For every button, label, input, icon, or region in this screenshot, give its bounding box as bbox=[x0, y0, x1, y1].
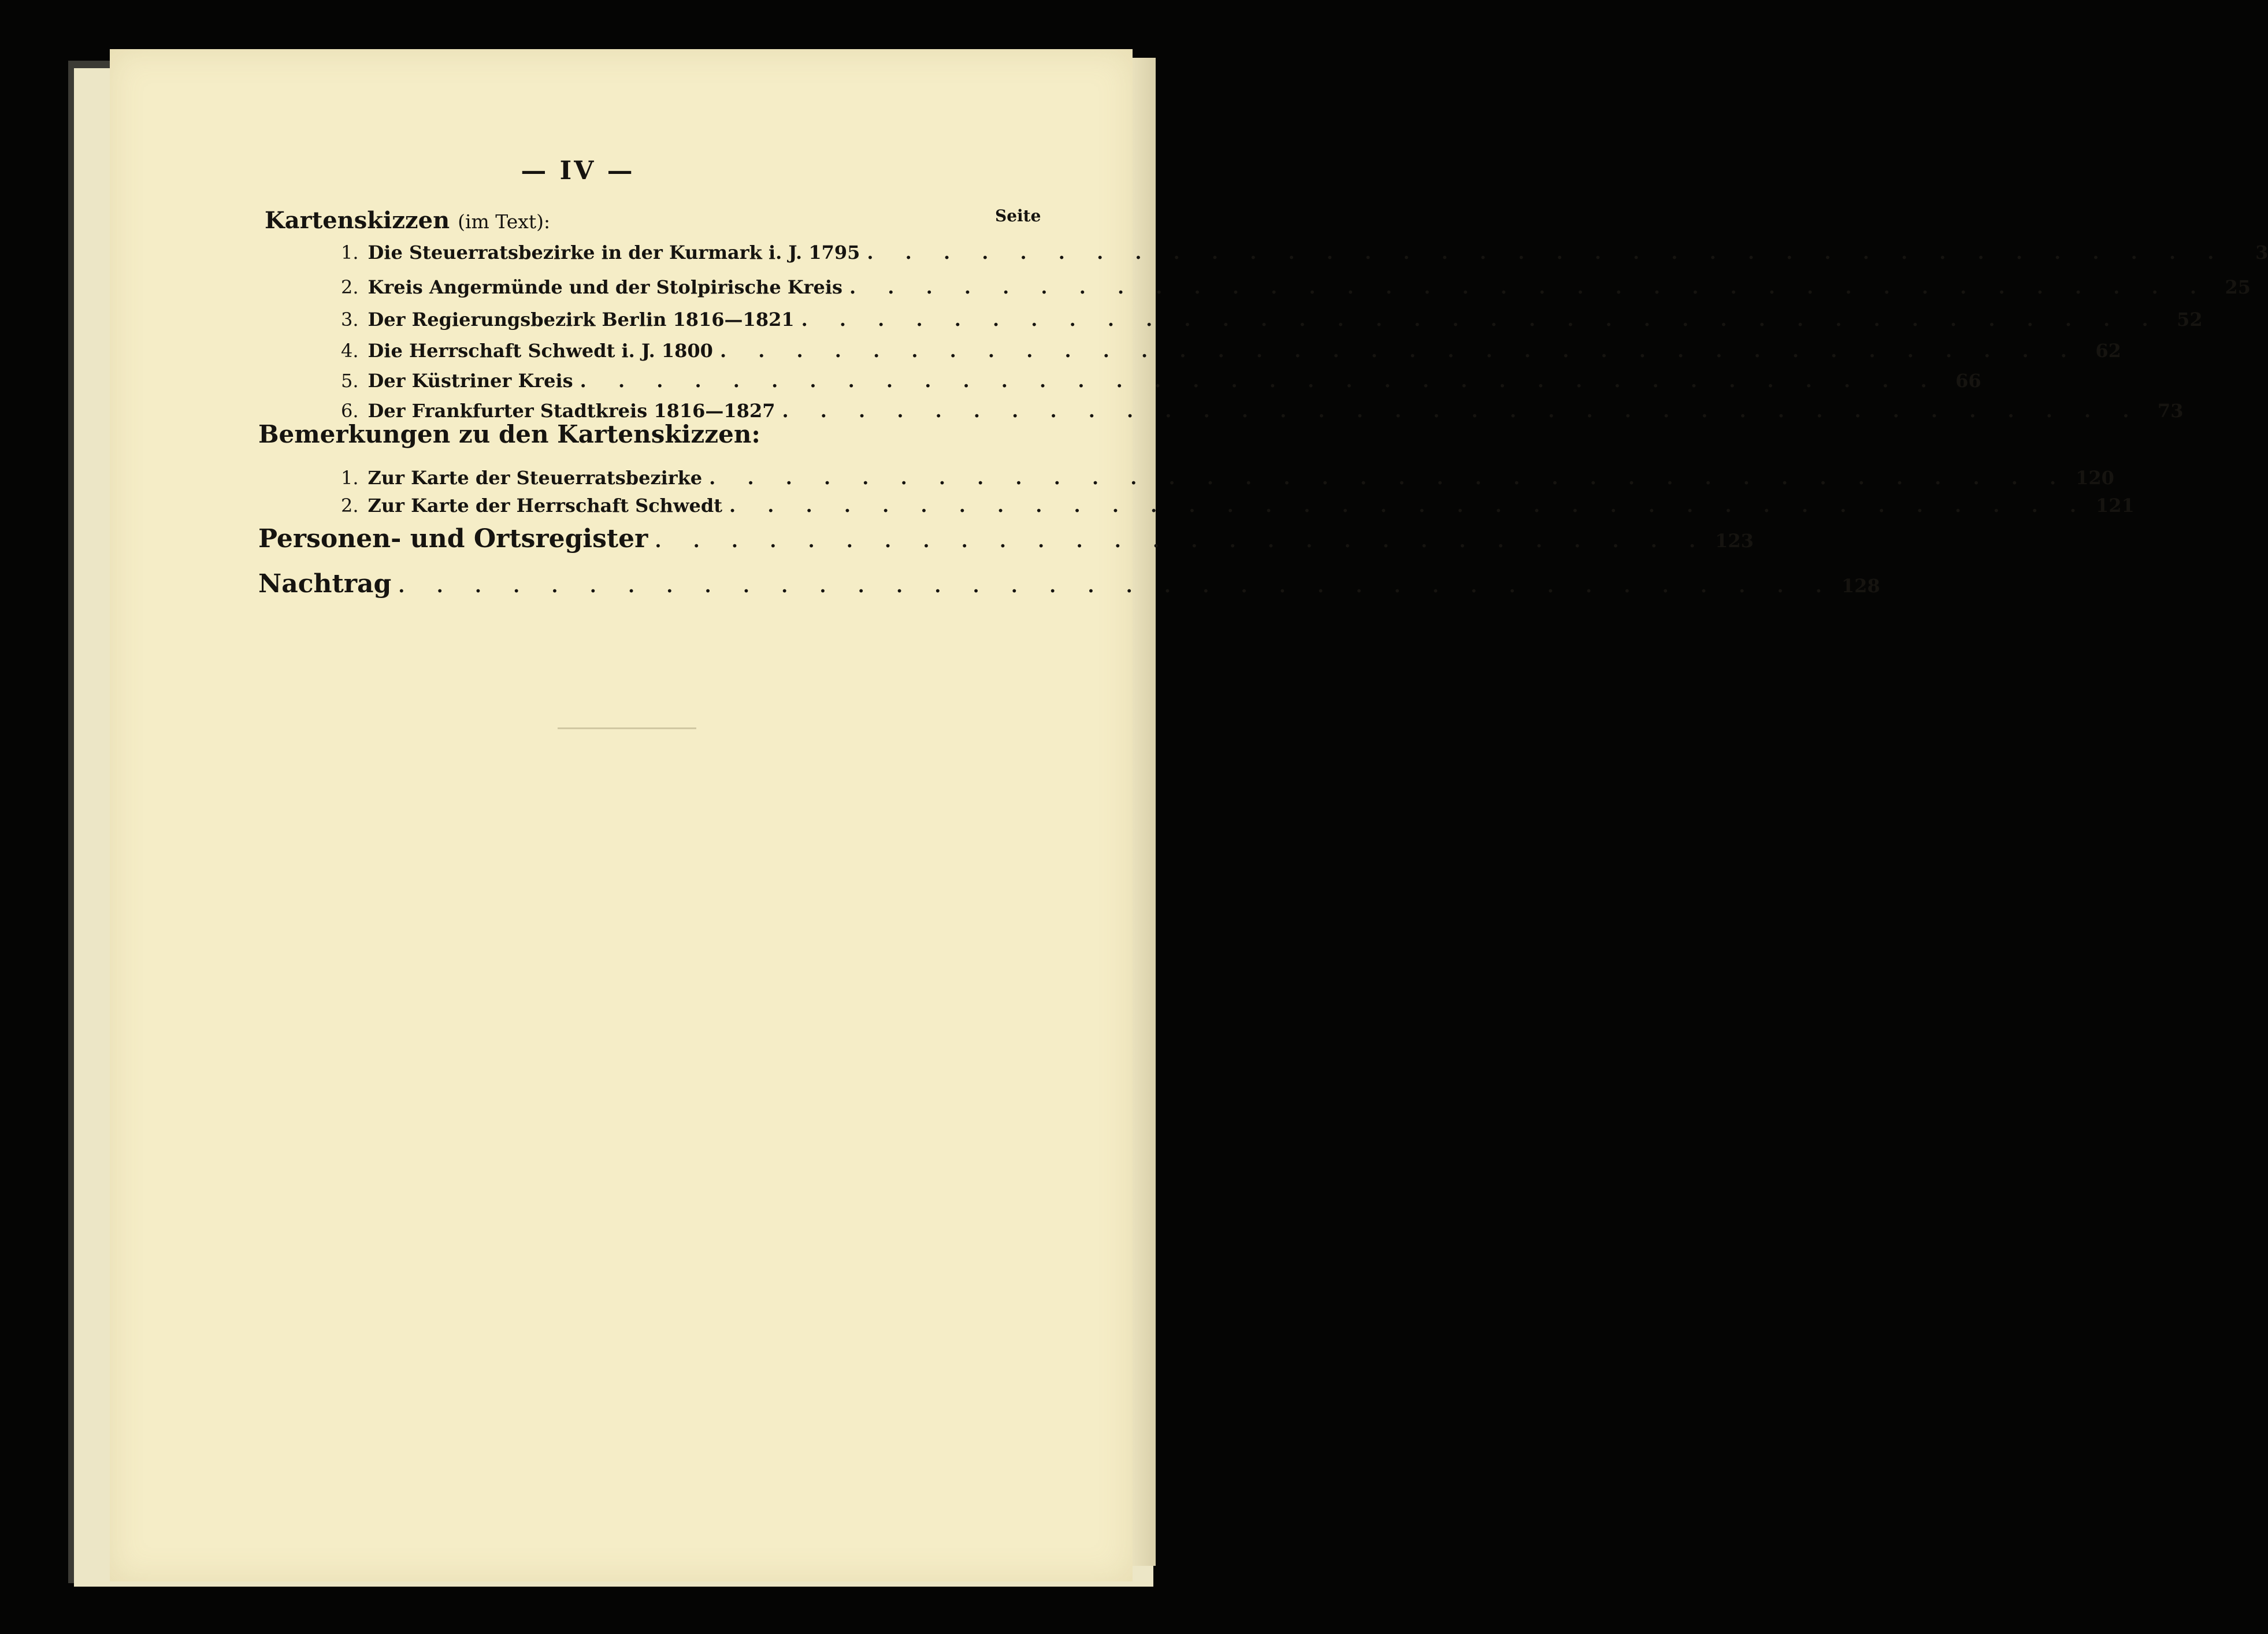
toc-entry[interactable] bbox=[341, 340, 2121, 362]
toc-entry[interactable] bbox=[341, 370, 1981, 392]
entry-label: Der Küstriner Kreis bbox=[368, 370, 573, 392]
page-column-header: Seite bbox=[995, 206, 1041, 225]
entry-label: Der Regierungsbezirk Berlin 1816—1821 bbox=[368, 309, 795, 330]
dot-leader: . . . . . . . . . . . . . . . . . . . . . . . . . . . . . . . . . . . . bbox=[782, 400, 2142, 422]
dot-leader: . . . . . . . . . . . . . . . . . . . . . . . . . . . . . . . . . . . . bbox=[719, 340, 2080, 362]
entry-number: 2. bbox=[341, 495, 359, 517]
toc-entry-nachtrag[interactable] bbox=[258, 569, 1880, 599]
entry-number: 3. bbox=[341, 309, 359, 330]
dot-leader: . . . . . . . . . . . . . . . . . . . . . . . . . . . . . . . . . . . . bbox=[729, 495, 2089, 517]
entry-page: 128 bbox=[1841, 575, 1880, 597]
entry-page: 121 bbox=[2095, 495, 2135, 517]
entry-page: 62 bbox=[2095, 340, 2121, 362]
dot-leader: . . . . . . . . . . . . . . . . . . . . . . . . . . . . . . . . . . . . bbox=[801, 309, 2161, 330]
entry-page: 73 bbox=[2157, 400, 2184, 422]
entry-label: Nachtrag bbox=[258, 569, 392, 599]
toc-entry-personenregister[interactable] bbox=[258, 524, 1754, 554]
entry-label: Kreis Angermünde und der Stolpirische Kreis bbox=[368, 276, 843, 298]
show-through-rule bbox=[558, 727, 696, 729]
toc-entry[interactable] bbox=[341, 495, 2135, 517]
entry-number: 1. bbox=[341, 242, 359, 263]
entry-number: 2. bbox=[341, 276, 359, 298]
dot-leader: . . . . . . . . . . . . . . . . . . . . . . . . . . . . . . . . . . . . bbox=[849, 276, 2209, 298]
entry-label: Der Frankfurter Stadtkreis 1816—1827 bbox=[368, 400, 775, 422]
entry-number: 4. bbox=[341, 340, 359, 362]
entry-number: 1. bbox=[341, 467, 359, 489]
toc-entry[interactable] bbox=[341, 276, 2251, 298]
dot-leader: . . . . . . . . . . . . . . . . . . . . . . . . . . . . . . . . . . . . bbox=[867, 242, 2227, 263]
entry-page: 3 bbox=[2255, 242, 2268, 263]
section-subtitle: (im Text): bbox=[458, 210, 551, 233]
entry-number: 6. bbox=[341, 400, 359, 422]
entry-page: 120 bbox=[2076, 467, 2114, 489]
entry-number: 5. bbox=[341, 370, 359, 392]
entry-page: 66 bbox=[1955, 370, 1981, 392]
entry-label: Die Herrschaft Schwedt i. J. 1800 bbox=[368, 340, 713, 362]
toc-entry[interactable] bbox=[341, 242, 2268, 263]
toc-entry[interactable] bbox=[341, 309, 2203, 330]
entry-label: Personen- und Ortsregister bbox=[258, 524, 648, 554]
entry-label: Zur Karte der Steuerratsbezirke bbox=[368, 467, 703, 489]
dot-leader: . . . . . . . . . . . . . . . . . . . . . . . . . . . . bbox=[655, 530, 1709, 552]
section-title: Kartenskizzen bbox=[265, 207, 450, 234]
toc-entry[interactable] bbox=[341, 467, 2114, 489]
section-heading-kartenskizzen bbox=[265, 207, 550, 234]
entry-label: Zur Karte der Herrschaft Schwedt bbox=[368, 495, 722, 517]
dot-leader: . . . . . . . . . . . . . . . . . . . . . . . . . . . . . . . . . . . . bbox=[580, 370, 1940, 392]
section-heading-bemerkungen: Bemerkungen zu den Kartenskizzen: bbox=[258, 420, 760, 448]
page-folio: — IV — bbox=[521, 156, 635, 185]
entry-page: 123 bbox=[1715, 530, 1754, 552]
entry-page: 52 bbox=[2177, 309, 2203, 330]
dot-leader: . . . . . . . . . . . . . . . . . . . . . . . . . . . . . . . . . . . . bbox=[709, 467, 2069, 489]
dot-leader: . . . . . . . . . . . . . . . . . . . . . . . . . . . . . . . . . . . . . . bbox=[398, 575, 1835, 597]
entry-page: 25 bbox=[2225, 276, 2251, 298]
toc-entry[interactable] bbox=[341, 400, 2184, 422]
entry-label: Die Steuerratsbezirke in der Kurmark i. J. 1795 bbox=[368, 242, 860, 263]
